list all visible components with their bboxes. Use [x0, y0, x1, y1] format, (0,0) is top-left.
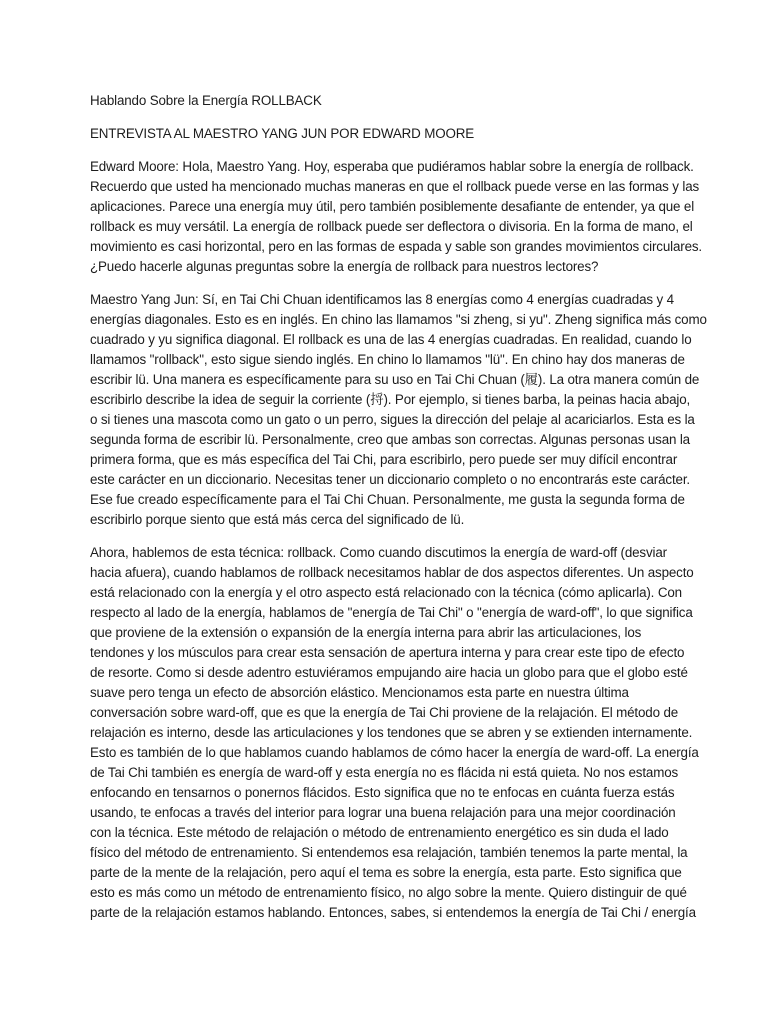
paragraph-line: respecto al lado de la energía, hablamos de "energía de Tai Chi" o "energía de ward-off", lo que significa	[90, 605, 693, 620]
paragraph-line: este carácter en un diccionario. Necesitas tener un diccionario completo o no encontrarás este carácter.	[90, 472, 690, 487]
paragraph-line: Ese fue creado específicamente para el Tai Chi Chuan. Personalmente, me gusta la segunda forma de	[90, 492, 685, 507]
paragraph-line: parte de la relajación estamos hablando. Entonces, sabes, si entendemos la energía de Tai Chi / energía	[90, 905, 696, 920]
paragraph-technique	[90, 543, 699, 923]
paragraph-line: Recuerdo que usted ha mencionado muchas maneras en que el rollback puede verse en las formas y las	[90, 179, 700, 194]
paragraph-line: cuadrado y yu significa diagonal. El rollback es una de las 4 energías cuadradas. En realidad, cuando lo	[90, 332, 692, 347]
paragraph-line: tendones y los músculos para crear esta sensación de apertura interna y para crear este tipo de efecto	[90, 645, 685, 660]
paragraph-line: hacia afuera), cuando hablamos de rollback necesitamos hablar de dos aspectos diferentes. Un aspecto	[90, 565, 694, 580]
paragraph-line: segunda forma de escribir lü. Personalmente, creo que ambas son correctas. Algunas personas usan la	[90, 432, 690, 447]
paragraph-line: suave pero tenga un efecto de absorción elástico. Mencionamos esta parte en nuestra última	[90, 685, 629, 700]
paragraph-line: energías diagonales. Esto es en inglés. En chino las llamamos "si zheng, si yu". Zheng significa más como	[90, 312, 707, 327]
document-title: Hablando Sobre la Energía ROLLBACK	[90, 93, 322, 108]
paragraph-line: relajación es interno, desde las articulaciones y los tendones que se abren y se extienden internamente.	[90, 725, 693, 740]
document-page	[90, 91, 707, 923]
paragraph-line: con la técnica. Este método de relajación o método de entrenamiento energético es sin duda el lado	[90, 825, 669, 840]
paragraph-line: Esto es también de lo que hablamos cuando hablamos de cómo hacer la energía de ward-off. La energía	[90, 745, 699, 760]
paragraph-line: conversación sobre ward-off, que es que la energía de Tai Chi proviene de la relajación. El método de	[90, 705, 679, 720]
paragraph-line: usando, te enfocas a través del interior para lograr una buena relajación para una mejor coordinación	[90, 805, 676, 820]
paragraph-intro	[90, 157, 702, 277]
paragraph-line: esto es más como un método de entrenamiento físico, no algo sobre la mente. Quiero distinguir de qué	[90, 885, 687, 900]
paragraph-line: movimiento es casi horizontal, pero en las formas de espada y sable son grandes movimientos circulares.	[90, 239, 702, 254]
paragraph-line: de Tai Chi también es energía de ward-off y esta energía no es flácida ni está quieta. No nos estamos	[90, 765, 679, 780]
document-subtitle: ENTREVISTA AL MAESTRO YANG JUN POR EDWARD MOORE	[90, 126, 475, 141]
paragraph-line: rollback es muy versátil. La energía de rollback puede ser deflectora o divisoria. En la forma de mano, el	[90, 219, 693, 234]
paragraph-line: parte de la mente de la relajación, pero aquí el tema es sobre la energía, esta parte. Esto significa que	[90, 865, 682, 880]
paragraph-line: escribirlo porque siento que está más cerca del significado de lü.	[90, 512, 465, 527]
paragraph-line: o si tienes una mascota como un gato o un perro, sigues la dirección del pelaje al acariciarlos. Esta es la	[90, 412, 695, 427]
paragraph-line: Edward Moore: Hola, Maestro Yang. Hoy, esperaba que pudiéramos hablar sobre la energía de rollback.	[90, 159, 694, 174]
paragraph-line: enfocando en tensarnos o ponernos flácidos. Esto significa que no te enfocas en cuánta fuerza estás	[90, 785, 675, 800]
paragraph-line: escribir lü. Una manera es específicamente para su uso en Tai Chi Chuan (履). La otra manera común de	[90, 372, 700, 387]
paragraph-line: de resorte. Como si desde adentro estuviéramos empujando aire hacia un globo para que el globo esté	[90, 665, 688, 680]
paragraph-line: Maestro Yang Jun: Sí, en Tai Chi Chuan identificamos las 8 energías como 4 energías cuadradas y 4	[90, 292, 674, 307]
paragraph-line: Ahora, hablemos de esta técnica: rollback. Como cuando discutimos la energía de ward-off (desviar	[90, 545, 667, 560]
paragraph-line: está relacionado con la energía y el otro aspecto está relacionado con la técnica (cómo aplicarla). Con	[90, 585, 682, 600]
paragraph-line: primera forma, que es más específica del Tai Chi, para escribirlo, pero puede ser muy difícil encontrar	[90, 452, 678, 467]
paragraph-line: escribirlo describe la idea de seguir la corriente (捋). Por ejemplo, si tienes barba, la peinas hacia abajo,	[90, 392, 691, 407]
paragraph-line: llamamos "rollback", esto sigue siendo inglés. En chino lo llamamos "lü". En chino hay dos maneras de	[90, 352, 685, 367]
paragraph-line: ¿Puedo hacerle algunas preguntas sobre la energía de rollback para nuestros lectores?	[90, 259, 599, 274]
paragraph-line: aplicaciones. Parece una energía muy útil, pero también posiblemente desafiante de entender, ya que el	[90, 199, 695, 214]
paragraph-line: que proviene de la extensión o expansión de la energía interna para abrir las articulaciones, los	[90, 625, 642, 640]
paragraph-answer	[90, 290, 707, 530]
paragraph-line: físico del método de entrenamiento. Si entendemos esa relajación, también tenemos la parte mental, la	[90, 845, 688, 860]
